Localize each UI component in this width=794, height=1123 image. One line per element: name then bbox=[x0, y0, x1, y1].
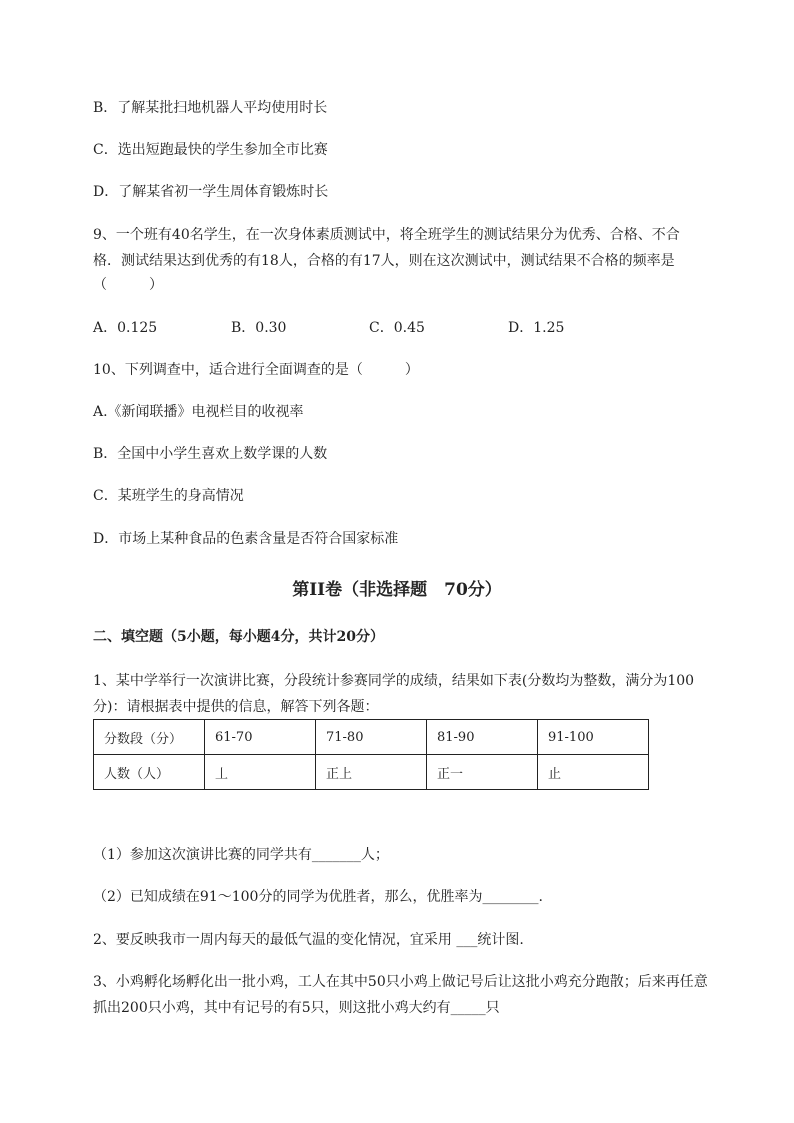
q10-stem: 10、下列调查中，适合进行全面调查的是（ ） bbox=[93, 362, 419, 378]
table-cell: 91-100 bbox=[538, 720, 649, 755]
fill3-stem-line1: 3、小鸡孵化场孵化出一批小鸡，工人在其中50只小鸡上做记号后让这批小鸡充分跑散；后来再任意 bbox=[93, 974, 708, 990]
q8-option-c: C．选出短跑最快的学生参加全市比赛 bbox=[93, 142, 328, 158]
table-cell: 61-70 bbox=[205, 720, 316, 755]
table-cell: 正上 bbox=[316, 755, 427, 790]
fill3-stem-line2: 抓出200只小鸡，其中有记号的有5只，则这批小鸡大约有_____只 bbox=[93, 1000, 500, 1016]
score-table bbox=[93, 719, 649, 790]
q9-option-d: D．1.25 bbox=[508, 320, 565, 336]
q9-stem-line1: 9、一个班有40名学生，在一次身体素质测试中，将全班学生的测试结果分为优秀、合格、不合 bbox=[93, 227, 680, 243]
fill1-stem-line2: 分)：请根据表中提供的信息，解答下列各题： bbox=[93, 699, 379, 715]
q8-option-b: B．了解某批扫地机器人平均使用时长 bbox=[93, 100, 328, 116]
q9-option-a: A．0.125 bbox=[93, 320, 158, 336]
q9-option-b: B．0.30 bbox=[231, 320, 287, 336]
table-cell: 71-80 bbox=[316, 720, 427, 755]
q9-stem-line3: （ ） bbox=[93, 277, 163, 293]
table-header-row bbox=[94, 720, 649, 755]
fill1-sub1: （1）参加这次演讲比赛的同学共有_______人； bbox=[93, 847, 389, 863]
q9-stem-line2: 格．测试结果达到优秀的有18人，合格的有17人，则在这次测试中，测试结果不合格的频率是 bbox=[93, 253, 675, 269]
q10-option-d: D．市场上某种食品的色素含量是否符合国家标准 bbox=[93, 531, 399, 547]
section-title: 第II卷（非选择题 70分） bbox=[292, 580, 502, 600]
table-cell: 人数（人） bbox=[94, 755, 205, 790]
fill2-stem: 2、要反映我市一周内每天的最低气温的变化情况，宜采用 ___统计图. bbox=[93, 932, 524, 948]
q10-option-c: C．某班学生的身高情况 bbox=[93, 488, 244, 504]
q8-option-d: D．了解某省初一学生周体育锻炼时长 bbox=[93, 184, 329, 200]
table-cell: 分数段（分） bbox=[94, 720, 205, 755]
q10-option-b: B．全国中小学生喜欢上数学课的人数 bbox=[93, 446, 328, 462]
table-cell: 丄 bbox=[205, 755, 316, 790]
table-cell: 止 bbox=[538, 755, 649, 790]
fill1-stem-line1: 1、某中学举行一次演讲比赛，分段统计参赛同学的成绩，结果如下表(分数均为整数，满分为100 bbox=[93, 673, 695, 689]
q9-option-c: C．0.45 bbox=[369, 320, 425, 336]
fill1-sub2: （2）已知成绩在91～100分的同学为优胜者，那么，优胜率为________. bbox=[93, 889, 543, 905]
table-row bbox=[94, 755, 649, 790]
q10-option-a: A.《新闻联播》电视栏目的收视率 bbox=[93, 404, 304, 420]
part-heading: 二、填空题（5小题，每小题4分，共计20分） bbox=[93, 629, 384, 645]
table-cell: 81-90 bbox=[427, 720, 538, 755]
table-cell: 正一 bbox=[427, 755, 538, 790]
